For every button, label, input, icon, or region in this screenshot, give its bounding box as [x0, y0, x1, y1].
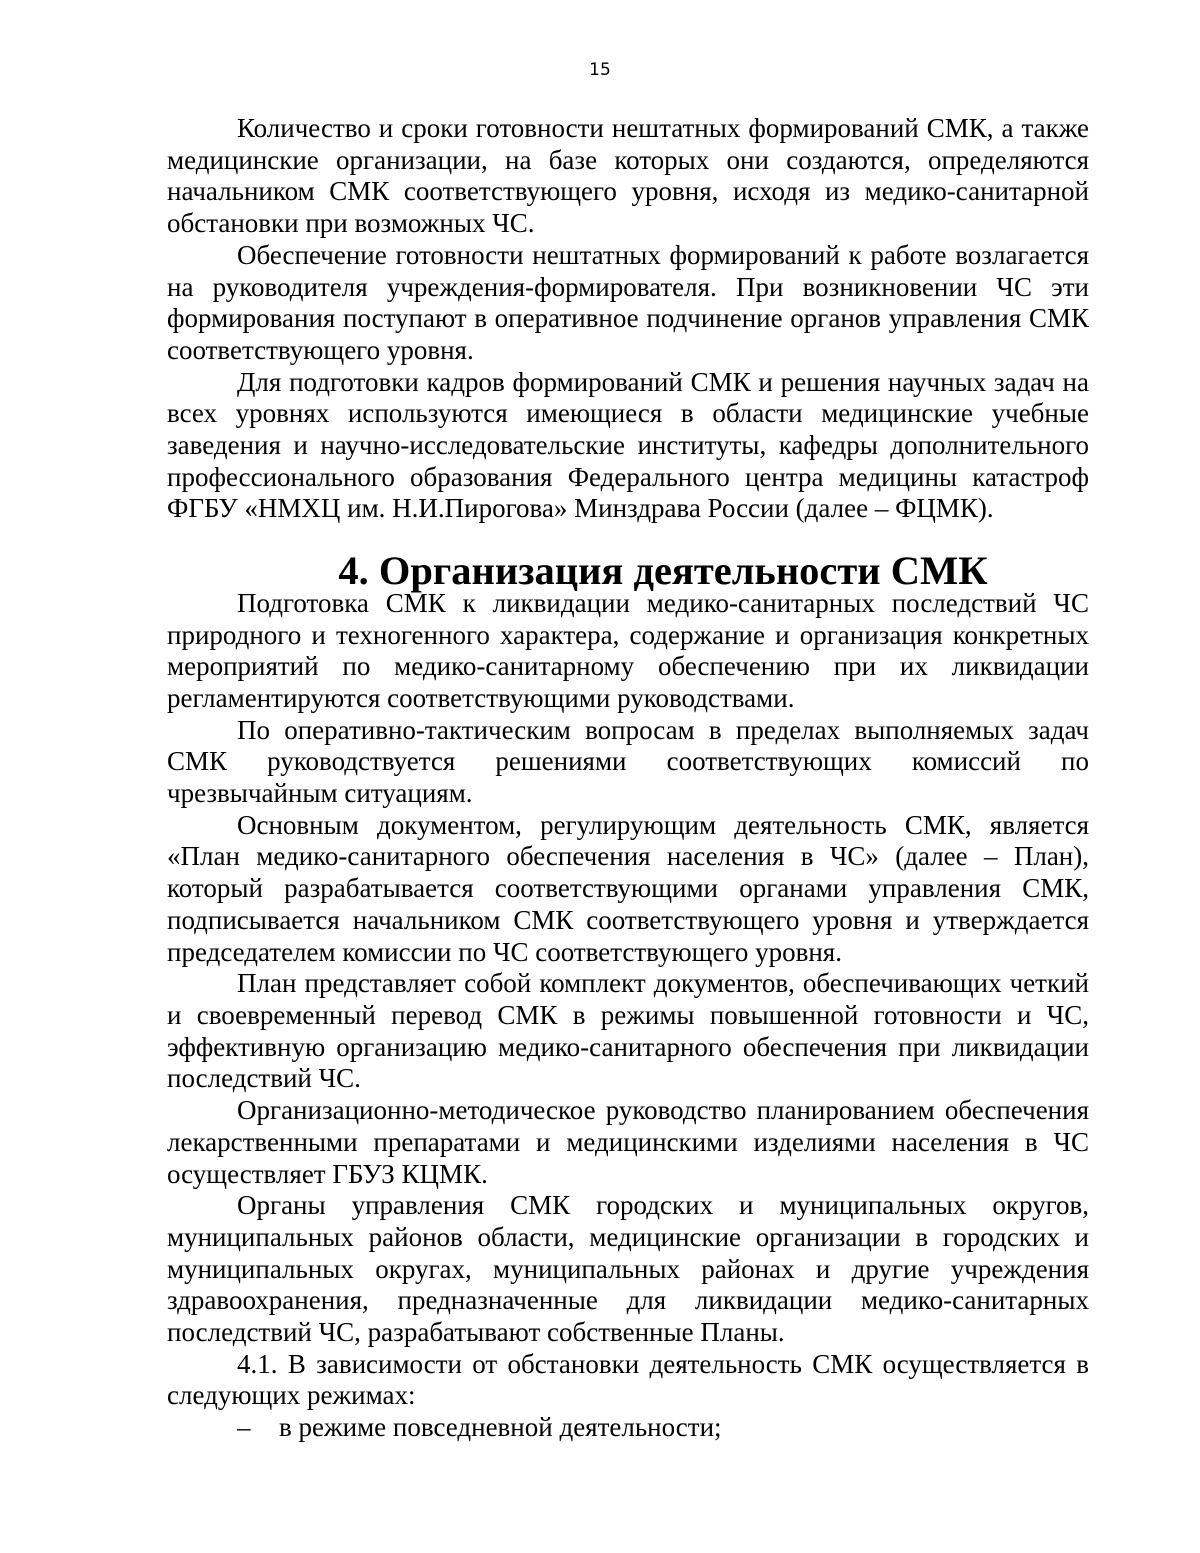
paragraph: Количество и сроки готовности нештатных формирований СМК, а также медицинские организации, на базе которых они создаются, определяются начальником СМК соответствующего уровня, исходя из медико-санитарной обстановки при возможных ЧС.: [167, 113, 1089, 239]
paragraph: Обеспечение готовности нештатных формирований к работе возлагается на руководителя учреждения-формирователя. При возникновении ЧС эти формирования поступают в оперативное подчинение органов управления СМК соответствующего уровня.: [167, 239, 1089, 365]
document-body: [167, 113, 1089, 1444]
section-heading: 4. Организация деятельности СМК: [338, 548, 988, 594]
paragraph: Организационно-методическое руководство планированием обеспечения лекарственными препаратами и медицинскими изделиями населения в ЧС осуществляет ГБУЗ КЦМК.: [167, 1095, 1089, 1189]
paragraph: Подготовка СМК к ликвидации медико-санитарных последствий ЧС природного и техногенного характера, содержание и организация конкретных мероприятий по медико-санитарному обеспечению при их ликвидации регламентируются соответствующими руководствами.: [167, 587, 1089, 713]
paragraph: По оперативно-тактическим вопросам в пределах выполняемых задач СМК руководствуется решениями соответствующих комиссий по чрезвычайным ситуациям.: [167, 714, 1089, 809]
paragraph: Органы управления СМК городских и муниципальных округов, муниципальных районов области, медицинские организации в городских и муниципальных округах, муниципальных районах и другие учреждения здравоохранения, предназначенные для ликвидации медико-санитарных последствий ЧС, разрабатывают собственные Планы.: [167, 1190, 1089, 1348]
list-item: [167, 1412, 1089, 1444]
page-number: 15: [589, 60, 611, 80]
paragraph: Для подготовки кадров формирований СМК и решения научных задач на всех уровнях используются имеющиеся в области медицинские учебные заведения и научно-исследовательские институты, кафедры дополнительного профессионального образования Федерального центра медицины катастроф ФГБУ «НМХЦ им. Н.И.Пирогова» Минздрава России (далее – ФЦМК).: [167, 366, 1089, 524]
paragraph: 4.1. В зависимости от обстановки деятельность СМК осуществляется в следующих режимах:: [167, 1348, 1089, 1411]
paragraph: Основным документом, регулирующим деятельность СМК, является «План медико-санитарного обеспечения населения в ЧС» (далее – План), который разрабатывается соответствующими органами управления СМК, подписывается начальником СМК соответствующего уровня и утверждается председателем комиссии по ЧС соответствующего уровня.: [167, 809, 1089, 967]
paragraph: План представляет собой комплект документов, обеспечивающих четкий и своевременный перевод СМК в режимы повышенной готовности и ЧС, эффективную организацию медико-санитарного обеспечения при ликвидации последствий ЧС.: [167, 968, 1089, 1094]
dash-marker: –: [237, 1412, 251, 1443]
list-item-text: в режиме повседневной деятельности;: [279, 1412, 722, 1443]
